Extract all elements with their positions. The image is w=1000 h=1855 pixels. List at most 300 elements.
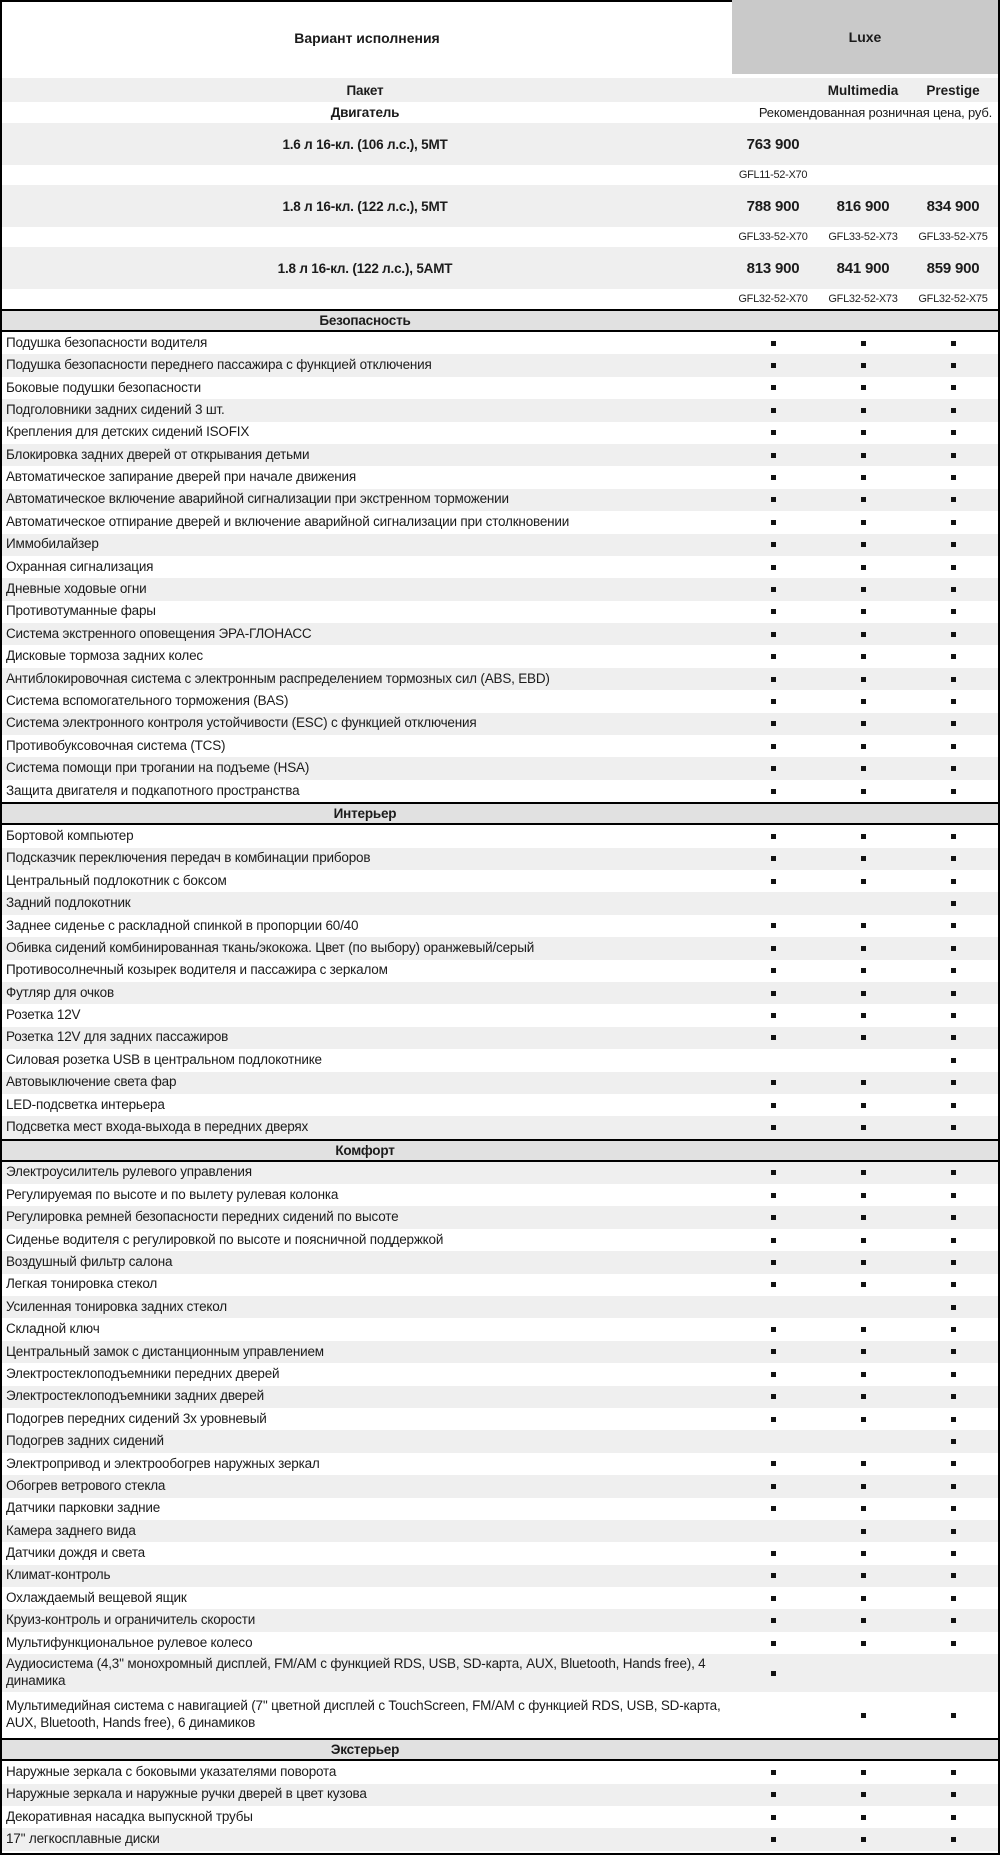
included-bullet-icon	[861, 1125, 866, 1130]
included-bullet-icon	[771, 475, 776, 480]
included-bullet-icon	[951, 1260, 956, 1265]
package-mark-cell	[818, 363, 908, 368]
feature-name: Складной ключ	[6, 1321, 100, 1337]
package-mark-cell	[908, 946, 998, 951]
config-code: GFL32-52-X75	[918, 293, 988, 305]
included-bullet-icon	[771, 1792, 776, 1797]
engine-name: 1.6 л 16-кл. (106 л.с.), 5MT	[282, 136, 448, 152]
included-bullet-icon	[771, 1035, 776, 1040]
feature-row	[2, 1475, 998, 1497]
included-bullet-icon	[771, 1080, 776, 1085]
included-bullet-icon	[951, 721, 956, 726]
included-bullet-icon	[861, 341, 866, 346]
package-mark-cell	[818, 1837, 908, 1842]
included-bullet-icon	[951, 879, 956, 884]
package-mark-cell	[728, 1551, 818, 1556]
feature-row	[2, 1251, 998, 1273]
feature-row	[2, 354, 998, 376]
included-bullet-icon	[951, 1394, 956, 1399]
feature-row	[2, 466, 998, 488]
package-mark-cell	[728, 789, 818, 794]
feature-name: Иммобилайзер	[6, 536, 99, 552]
package-mark-cell	[818, 699, 908, 704]
package-mark-cell	[818, 1641, 908, 1646]
feature-name: Электропривод и электрообогрев наружных зеркал	[6, 1455, 320, 1471]
package-mark-cell	[818, 1260, 908, 1265]
package-mark-cell	[908, 430, 998, 435]
feature-row	[2, 1363, 998, 1385]
code-row	[2, 289, 998, 309]
included-bullet-icon	[951, 1618, 956, 1623]
included-bullet-icon	[951, 1461, 956, 1466]
included-bullet-icon	[771, 1215, 776, 1220]
package-mark-cell	[818, 497, 908, 502]
engine-name: 1.8 л 16-кл. (122 л.с.), 5АМТ	[277, 260, 453, 276]
feature-name: Подголовники задних сидений 3 шт.	[6, 401, 225, 417]
config-code: GFL32-52-X70	[738, 293, 808, 305]
feature-name: Аудиосистема (4,3'' монохромный дисплей, FM/AM с функцией RDS, USB, SD-карта, AUX, Bluetooth, Hands free), 4 динамика	[6, 1656, 706, 1689]
package-mark-cell	[728, 1815, 818, 1820]
package-mark-cell	[728, 632, 818, 637]
included-bullet-icon	[861, 677, 866, 682]
package-mark-cell	[818, 1770, 908, 1775]
section-header	[2, 802, 998, 825]
package-mark-cell	[818, 1713, 908, 1718]
engine-label: Двигатель	[330, 105, 400, 120]
package-mark-cell	[728, 1193, 818, 1198]
feature-row	[2, 1386, 998, 1408]
feature-name: Дисковые тормоза задних колес	[6, 648, 203, 664]
package-mark-cell	[818, 341, 908, 346]
feature-name: Заднее сиденье с раскладной спинкой в пропорции 60/40	[6, 917, 359, 933]
package-mark-cell	[908, 385, 998, 390]
included-bullet-icon	[861, 1394, 866, 1399]
included-bullet-icon	[951, 654, 956, 659]
feature-row	[2, 534, 998, 556]
feature-row	[2, 578, 998, 600]
config-code: GFL32-52-X73	[828, 293, 898, 305]
included-bullet-icon	[951, 609, 956, 614]
included-bullet-icon	[861, 1792, 866, 1797]
package-mark-cell	[728, 1461, 818, 1466]
included-bullet-icon	[861, 1080, 866, 1085]
included-bullet-icon	[771, 1372, 776, 1377]
included-bullet-icon	[861, 1327, 866, 1332]
included-bullet-icon	[861, 654, 866, 659]
engine-row	[2, 185, 998, 227]
included-bullet-icon	[771, 654, 776, 659]
package-mark-cell	[818, 789, 908, 794]
package-mark-cell	[818, 632, 908, 637]
included-bullet-icon	[771, 609, 776, 614]
included-bullet-icon	[771, 1461, 776, 1466]
package-mark-cell	[818, 1573, 908, 1578]
package-mark-cell	[908, 654, 998, 659]
included-bullet-icon	[861, 834, 866, 839]
included-bullet-icon	[861, 1282, 866, 1287]
included-bullet-icon	[861, 1815, 866, 1820]
included-bullet-icon	[951, 1080, 956, 1085]
feature-row	[2, 1761, 998, 1783]
included-bullet-icon	[951, 1529, 956, 1534]
included-bullet-icon	[951, 968, 956, 973]
package-mark-cell	[728, 1770, 818, 1775]
included-bullet-icon	[771, 408, 776, 413]
feature-row	[2, 377, 998, 399]
feature-name: Подсказчик переключения передач в комбинации приборов	[6, 850, 371, 866]
package-mark-cell	[908, 408, 998, 413]
package-mark-cell	[728, 721, 818, 726]
included-bullet-icon	[771, 587, 776, 592]
included-bullet-icon	[771, 744, 776, 749]
engine-label-cell	[2, 105, 728, 120]
package-mark-cell	[908, 1035, 998, 1040]
included-bullet-icon	[771, 721, 776, 726]
feature-row	[2, 332, 998, 354]
feature-name: Наружные зеркала и наружные ручки дверей в цвет кузова	[6, 1786, 367, 1802]
package-mark-cell	[728, 1349, 818, 1354]
package-mark-cell	[728, 766, 818, 771]
included-bullet-icon	[771, 1394, 776, 1399]
package-mark-cell	[818, 1529, 908, 1534]
package-mark-cell	[728, 1394, 818, 1399]
included-bullet-icon	[951, 453, 956, 458]
package-mark-cell	[908, 1238, 998, 1243]
package-mark-cell	[728, 856, 818, 861]
package-label-cell	[2, 83, 728, 98]
feature-name: Розетка 12V	[6, 1007, 81, 1023]
package-mark-cell	[908, 677, 998, 682]
section-title: Безопасность	[319, 313, 411, 328]
feature-name: Розетка 12V для задних пассажиров	[6, 1029, 229, 1045]
feature-row	[2, 915, 998, 937]
included-bullet-icon	[861, 1713, 866, 1718]
feature-name: Круиз-контроль и ограничитель скорости	[6, 1612, 256, 1628]
feature-row	[2, 1049, 998, 1071]
package-mark-cell	[818, 1035, 908, 1040]
included-bullet-icon	[771, 789, 776, 794]
included-bullet-icon	[951, 363, 956, 368]
feature-name: Автовыключение света фар	[6, 1074, 177, 1090]
variant-label: Вариант исполнения	[294, 30, 440, 46]
feature-row	[2, 1430, 998, 1452]
package-mark-cell	[728, 453, 818, 458]
package-mark-cell	[818, 677, 908, 682]
included-bullet-icon	[861, 1484, 866, 1489]
price-cell: 841 900	[836, 259, 890, 277]
feature-row	[2, 1453, 998, 1475]
package-mark-cell	[818, 1080, 908, 1085]
package-mark-cell	[908, 856, 998, 861]
feature-row	[2, 511, 998, 533]
included-bullet-icon	[771, 453, 776, 458]
package-mark-cell	[908, 609, 998, 614]
package-mark-cell	[818, 1013, 908, 1018]
package-mark-cell	[908, 1372, 998, 1377]
feature-name: Автоматическое отпирание дверей и включение аварийной сигнализации при столкновении	[6, 513, 570, 529]
included-bullet-icon	[951, 1506, 956, 1511]
included-bullet-icon	[861, 879, 866, 884]
price-cell: 859 900	[926, 259, 980, 277]
included-bullet-icon	[951, 1282, 956, 1287]
included-bullet-icon	[951, 475, 956, 480]
package-mark-cell	[728, 1372, 818, 1377]
package-mark-cell	[818, 1327, 908, 1332]
package-mark-cell	[908, 475, 998, 480]
feature-row	[2, 1162, 998, 1184]
feature-name: Блокировка задних дверей от открывания детьми	[6, 446, 310, 462]
included-bullet-icon	[861, 385, 866, 390]
feature-row	[2, 444, 998, 466]
included-bullet-icon	[771, 565, 776, 570]
included-bullet-icon	[861, 744, 866, 749]
package-mark-cell	[908, 1417, 998, 1422]
included-bullet-icon	[771, 1641, 776, 1646]
included-bullet-icon	[771, 699, 776, 704]
feature-name: Наружные зеркала с боковыми указателями поворота	[6, 1764, 337, 1780]
included-bullet-icon	[951, 385, 956, 390]
included-bullet-icon	[951, 1417, 956, 1422]
package-mark-cell	[728, 1596, 818, 1601]
feature-row	[2, 1498, 998, 1520]
included-bullet-icon	[951, 1792, 956, 1797]
package-mark-cell	[728, 542, 818, 547]
included-bullet-icon	[771, 1349, 776, 1354]
package-mark-cell	[818, 923, 908, 928]
included-bullet-icon	[951, 1551, 956, 1556]
included-bullet-icon	[861, 408, 866, 413]
package-mark-cell	[908, 363, 998, 368]
included-bullet-icon	[951, 1103, 956, 1108]
feature-name: Подушка безопасности водителя	[6, 334, 208, 350]
config-code: GFL11-52-X70	[738, 169, 808, 181]
package-mark-cell	[818, 721, 908, 726]
included-bullet-icon	[861, 1770, 866, 1775]
feature-row	[2, 713, 998, 735]
feature-name: LED-подсветка интерьера	[6, 1096, 165, 1112]
package-mark-cell	[908, 1461, 998, 1466]
feature-row	[2, 825, 998, 847]
package-mark-cell	[728, 1103, 818, 1108]
included-bullet-icon	[771, 542, 776, 547]
included-bullet-icon	[951, 946, 956, 951]
price-cell: 788 900	[746, 197, 800, 215]
included-bullet-icon	[951, 699, 956, 704]
package-mark-cell	[908, 991, 998, 996]
code-row	[2, 227, 998, 247]
included-bullet-icon	[951, 1215, 956, 1220]
package-mark-cell	[908, 1125, 998, 1130]
package-mark-cell	[908, 1327, 998, 1332]
package-mark-cell	[908, 1349, 998, 1354]
package-mark-cell	[908, 1713, 998, 1718]
included-bullet-icon	[951, 497, 956, 502]
included-bullet-icon	[771, 1573, 776, 1578]
package-mark-cell	[728, 1238, 818, 1243]
feature-name: Электростеклоподъемники передних дверей	[6, 1365, 280, 1381]
feature-name: Мультимедийная система с навигацией (7'' цветной дисплей с TouchScreen, FM/AM с функцией RDS, USB, SD-карта, AUX, Bluetooth, Hands free), 6 динамиков	[6, 1698, 721, 1731]
package-mark-cell	[728, 1641, 818, 1646]
included-bullet-icon	[951, 991, 956, 996]
included-bullet-icon	[951, 1372, 956, 1377]
package-mark-cell	[818, 1551, 908, 1556]
included-bullet-icon	[861, 946, 866, 951]
package-mark-cell	[728, 744, 818, 749]
feature-name: Подогрев передних сидений 3х уровневый	[6, 1410, 267, 1426]
feature-name: Легкая тонировка стекол	[6, 1276, 158, 1292]
feature-row	[2, 1116, 998, 1138]
package-mark-cell	[908, 1770, 998, 1775]
package-mark-cell	[728, 1035, 818, 1040]
included-bullet-icon	[951, 1641, 956, 1646]
included-bullet-icon	[951, 677, 956, 682]
package-mark-cell	[728, 1506, 818, 1511]
package-mark-cell	[908, 1282, 998, 1287]
included-bullet-icon	[951, 789, 956, 794]
included-bullet-icon	[861, 453, 866, 458]
package-mark-cell	[728, 654, 818, 659]
included-bullet-icon	[861, 721, 866, 726]
package-mark-cell	[908, 744, 998, 749]
package-mark-cell	[908, 1103, 998, 1108]
included-bullet-icon	[771, 1170, 776, 1175]
feature-name: Электроусилитель рулевого управления	[6, 1164, 252, 1180]
package-mark-cell	[908, 1506, 998, 1511]
included-bullet-icon	[951, 834, 956, 839]
included-bullet-icon	[951, 1327, 956, 1332]
feature-name: Автоматическое включение аварийной сигнализации при экстренном торможении	[6, 491, 509, 507]
feature-name: Футляр для очков	[6, 984, 114, 1000]
package-mark-cell	[728, 520, 818, 525]
included-bullet-icon	[771, 1484, 776, 1489]
package-mark-cell	[728, 991, 818, 996]
feature-name: Автоматическое запирание дверей при начале движения	[6, 469, 356, 485]
feature-name: Противотуманные фары	[6, 603, 156, 619]
package-mark-cell	[728, 1792, 818, 1797]
included-bullet-icon	[861, 1193, 866, 1198]
included-bullet-icon	[771, 1671, 776, 1676]
feature-row	[2, 1341, 998, 1363]
included-bullet-icon	[771, 1238, 776, 1243]
feature-name: Регулируемая по высоте и по вылету рулевая колонка	[6, 1186, 339, 1202]
package-mark-cell	[908, 520, 998, 525]
feature-row	[2, 422, 998, 444]
included-bullet-icon	[951, 1837, 956, 1842]
package-mark-cell	[728, 1573, 818, 1578]
package-mark-cell	[908, 1394, 998, 1399]
package-mark-cell	[818, 565, 908, 570]
feature-name: Камера заднего вида	[6, 1522, 136, 1538]
feature-row	[2, 1520, 998, 1542]
feature-row	[2, 1408, 998, 1430]
package-mark-cell	[728, 1215, 818, 1220]
feature-name: Климат-контроль	[6, 1567, 111, 1583]
included-bullet-icon	[861, 430, 866, 435]
package-mark-cell	[728, 385, 818, 390]
feature-name: Подушка безопасности переднего пассажира с функцией отключения	[6, 357, 432, 373]
feature-row	[2, 1206, 998, 1228]
feature-name: Система вспомогательного торможения (BAS)	[6, 693, 289, 708]
package-mark-cell	[728, 1170, 818, 1175]
feature-name: 17'' легкосплавные диски	[6, 1831, 160, 1847]
package-mark-cell	[728, 699, 818, 704]
included-bullet-icon	[951, 1713, 956, 1718]
package-mark-cell	[728, 1013, 818, 1018]
section-title: Интерьер	[333, 806, 397, 822]
package-mark-cell	[908, 1170, 998, 1175]
package-mark-cell	[818, 856, 908, 861]
package-mark-cell	[908, 1618, 998, 1623]
package-mark-cell	[728, 587, 818, 592]
package-mark-cell	[728, 946, 818, 951]
included-bullet-icon	[951, 430, 956, 435]
included-bullet-icon	[771, 1770, 776, 1775]
package-mark-cell	[908, 1439, 998, 1444]
feature-row	[2, 735, 998, 757]
feature-row	[2, 870, 998, 892]
package-mark-cell	[728, 1417, 818, 1422]
included-bullet-icon	[861, 587, 866, 592]
package-mark-cell	[908, 968, 998, 973]
feature-row	[2, 1296, 998, 1318]
package-mark-cell	[818, 1417, 908, 1422]
included-bullet-icon	[771, 1013, 776, 1018]
package-mark-cell	[818, 879, 908, 884]
included-bullet-icon	[951, 1305, 956, 1310]
package-mark-cell	[728, 1125, 818, 1130]
package-mark-cell	[818, 1815, 908, 1820]
package-mark-cell	[818, 968, 908, 973]
feature-row	[2, 892, 998, 914]
included-bullet-icon	[861, 1551, 866, 1556]
feature-row	[2, 1229, 998, 1251]
feature-row	[2, 601, 998, 623]
feature-row	[2, 1318, 998, 1340]
feature-row	[2, 1609, 998, 1631]
package-column-prestige: Prestige	[926, 82, 980, 98]
package-mark-cell	[818, 991, 908, 996]
included-bullet-icon	[771, 385, 776, 390]
feature-row	[2, 1632, 998, 1654]
included-bullet-icon	[861, 1618, 866, 1623]
included-bullet-icon	[861, 1372, 866, 1377]
included-bullet-icon	[771, 1125, 776, 1130]
included-bullet-icon	[951, 341, 956, 346]
package-mark-cell	[818, 475, 908, 480]
included-bullet-icon	[861, 1837, 866, 1842]
included-bullet-icon	[771, 1260, 776, 1265]
package-mark-cell	[728, 1260, 818, 1265]
included-bullet-icon	[951, 1013, 956, 1018]
included-bullet-icon	[951, 1058, 956, 1063]
included-bullet-icon	[951, 766, 956, 771]
included-bullet-icon	[861, 475, 866, 480]
package-mark-cell	[908, 1013, 998, 1018]
feature-row	[2, 1654, 998, 1692]
package-mark-cell	[908, 1484, 998, 1489]
included-bullet-icon	[951, 1573, 956, 1578]
package-mark-cell	[818, 946, 908, 951]
section-header	[2, 1738, 998, 1761]
config-code: GFL33-52-X73	[828, 231, 898, 243]
included-bullet-icon	[951, 744, 956, 749]
included-bullet-icon	[771, 834, 776, 839]
included-bullet-icon	[771, 677, 776, 682]
included-bullet-icon	[771, 856, 776, 861]
included-bullet-icon	[861, 1103, 866, 1108]
included-bullet-icon	[861, 1349, 866, 1354]
included-bullet-icon	[951, 923, 956, 928]
